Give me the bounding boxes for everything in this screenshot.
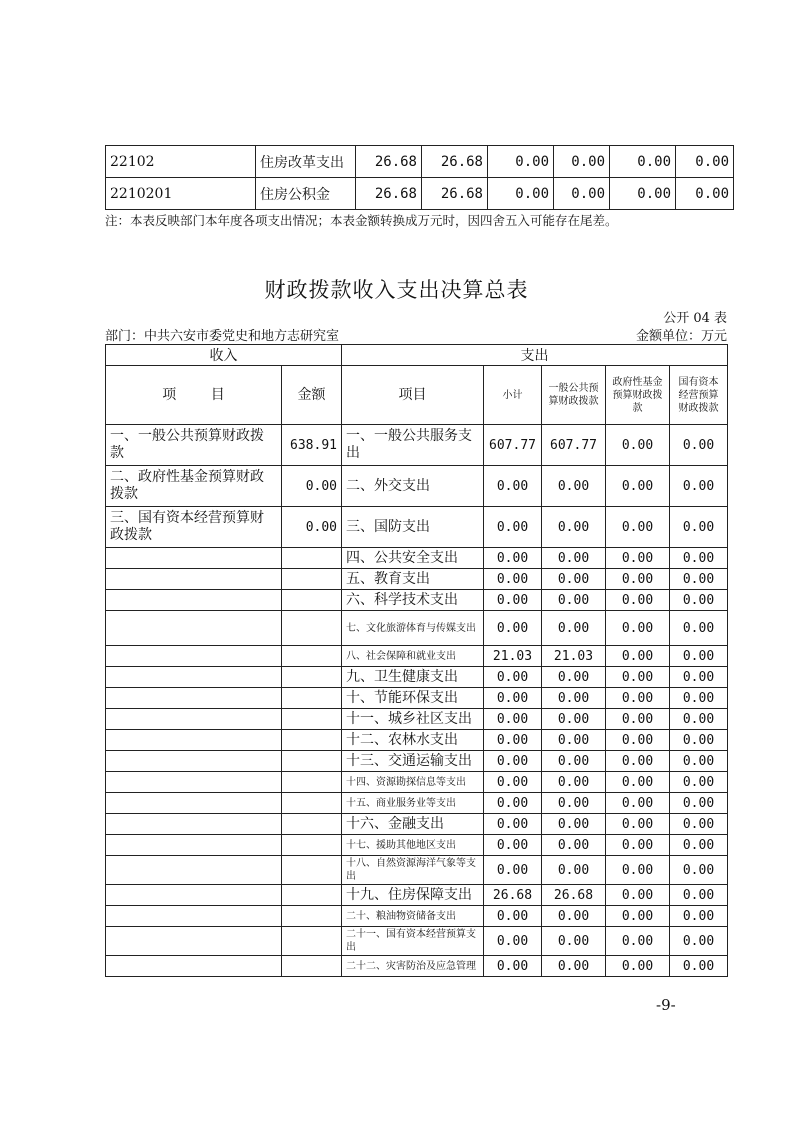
expenditure-value: 0.00 (670, 772, 728, 793)
table-row (106, 507, 728, 548)
table-row (106, 956, 728, 977)
expenditure-value: 0.00 (542, 611, 606, 646)
table-row (106, 688, 728, 709)
income-amount (282, 856, 342, 885)
expenditure-value: 0.00 (484, 569, 542, 590)
item-header: 项 目 (106, 366, 282, 425)
gov-fund-header: 政府性基金预算财政拨款 (606, 366, 670, 425)
expenditure-value: 0.00 (606, 856, 670, 885)
expenditure-value: 0.00 (542, 590, 606, 611)
budget-summary-table (105, 344, 728, 977)
expenditure-value: 0.00 (484, 709, 542, 730)
expenditure-value: 0.00 (484, 667, 542, 688)
subtotal-header: 小计 (484, 366, 542, 425)
expenditure-value: 0.00 (606, 906, 670, 927)
table-row (106, 814, 728, 835)
expenditure-value: 0.00 (670, 667, 728, 688)
income-item (106, 611, 282, 646)
expenditure-value: 0.00 (542, 956, 606, 977)
expenditure-value: 0.00 (606, 466, 670, 507)
expenditure-item: 十一、城乡社区支出 (342, 709, 484, 730)
expenditure-value: 0.00 (670, 730, 728, 751)
table-row (106, 856, 728, 885)
row-value: 0.00 (554, 146, 610, 178)
expenditure-item: 八、社会保障和就业支出 (342, 646, 484, 667)
row-value: 0.00 (610, 146, 676, 178)
expenditure-value: 0.00 (606, 709, 670, 730)
income-item (106, 590, 282, 611)
row-value: 0.00 (610, 178, 676, 210)
expenditure-value: 0.00 (606, 956, 670, 977)
expenditure-value: 0.00 (606, 507, 670, 548)
table-note: 注：本表反映部门本年度各项支出情况；本表金额转换成万元时，因四舍五入可能存在尾差。 (105, 213, 618, 228)
income-item (106, 730, 282, 751)
expenditure-value: 21.03 (484, 646, 542, 667)
expenditure-value: 0.00 (606, 751, 670, 772)
expenditure-value: 0.00 (542, 548, 606, 569)
income-item (106, 856, 282, 885)
table-row (106, 548, 728, 569)
table-row (106, 709, 728, 730)
expenditure-value: 0.00 (606, 885, 670, 906)
expenditure-value: 0.00 (670, 906, 728, 927)
income-amount (282, 835, 342, 856)
expenditure-item: 七、文化旅游体育与传媒支出 (342, 611, 484, 646)
income-amount: 638.91 (282, 425, 342, 466)
table-row (106, 906, 728, 927)
row-value: 0.00 (676, 146, 734, 178)
income-item (106, 814, 282, 835)
page-title: 财政拨款收入支出决算总表 (264, 278, 529, 302)
expenditure-value: 0.00 (542, 730, 606, 751)
expenditure-value: 0.00 (542, 814, 606, 835)
expenditure-item: 十五、商业服务业等支出 (342, 793, 484, 814)
expenditure-item: 十、节能环保支出 (342, 688, 484, 709)
income-item: 二、政府性基金预算财政拨款 (106, 466, 282, 507)
table-row (106, 646, 728, 667)
income-item: 一、一般公共预算财政拨款 (106, 425, 282, 466)
expenditure-value: 0.00 (542, 835, 606, 856)
expenditure-value: 26.68 (484, 885, 542, 906)
amount-header: 金额 (282, 366, 342, 425)
expenditure-item: 二十、粮油物资储备支出 (342, 906, 484, 927)
income-item (106, 709, 282, 730)
income-item (106, 956, 282, 977)
row-code: 2210201 (106, 178, 256, 210)
expenditure-value: 0.00 (606, 730, 670, 751)
expenditure-value: 0.00 (670, 590, 728, 611)
income-amount (282, 906, 342, 927)
column-header-row (106, 366, 728, 425)
expenditure-value: 0.00 (484, 793, 542, 814)
income-amount (282, 927, 342, 956)
expenditure-value: 0.00 (670, 425, 728, 466)
expenditure-value: 0.00 (484, 751, 542, 772)
expenditure-value: 0.00 (670, 885, 728, 906)
income-amount: 0.00 (282, 507, 342, 548)
expenditure-value: 0.00 (542, 927, 606, 956)
income-item (106, 751, 282, 772)
income-amount (282, 814, 342, 835)
table-row (106, 611, 728, 646)
expenditure-value: 0.00 (484, 956, 542, 977)
income-amount (282, 956, 342, 977)
expenditure-value: 0.00 (606, 425, 670, 466)
income-item (106, 793, 282, 814)
expenditure-value: 0.00 (670, 688, 728, 709)
expenditure-value: 0.00 (484, 772, 542, 793)
table-row (106, 835, 728, 856)
previous-table-row (106, 146, 734, 178)
table-row (106, 569, 728, 590)
expenditure-item: 十八、自然资源海洋气象等支出 (342, 856, 484, 885)
page-number: -9- (656, 996, 676, 1014)
table-row (106, 927, 728, 956)
expenditure-value: 0.00 (606, 835, 670, 856)
income-amount (282, 793, 342, 814)
expenditure-value: 0.00 (606, 646, 670, 667)
income-item (106, 906, 282, 927)
income-amount: 0.00 (282, 466, 342, 507)
state-capital-header: 国有资本经营预算财政拨款 (670, 366, 728, 425)
expenditure-value: 0.00 (606, 611, 670, 646)
expenditure-value: 0.00 (484, 927, 542, 956)
expenditure-item: 十六、金融支出 (342, 814, 484, 835)
table-row (106, 667, 728, 688)
expenditure-value: 0.00 (542, 507, 606, 548)
row-value: 0.00 (488, 178, 554, 210)
expenditure-value: 21.03 (542, 646, 606, 667)
income-amount (282, 730, 342, 751)
income-amount (282, 885, 342, 906)
income-amount (282, 646, 342, 667)
income-item (106, 772, 282, 793)
expenditure-value: 0.00 (606, 688, 670, 709)
expenditure-value: 0.00 (484, 466, 542, 507)
expenditure-value: 0.00 (484, 548, 542, 569)
income-amount (282, 751, 342, 772)
expenditure-value: 0.00 (606, 772, 670, 793)
table-row (106, 425, 728, 466)
department-label: 部门：中共六安市委党史和地方志研究室 (105, 329, 340, 344)
expenditure-value: 0.00 (484, 590, 542, 611)
expenditure-item: 五、教育支出 (342, 569, 484, 590)
income-item (106, 548, 282, 569)
income-item (106, 885, 282, 906)
income-item (106, 688, 282, 709)
expenditure-value: 0.00 (670, 956, 728, 977)
expenditure-item: 三、国防支出 (342, 507, 484, 548)
form-code: 公开 04 表 (663, 311, 727, 326)
row-value: 26.68 (356, 178, 422, 210)
income-amount (282, 611, 342, 646)
expenditure-value: 0.00 (606, 927, 670, 956)
table-row (106, 885, 728, 906)
expenditure-item: 十九、住房保障支出 (342, 885, 484, 906)
expenditure-value: 0.00 (542, 751, 606, 772)
expenditure-item: 十二、农林水支出 (342, 730, 484, 751)
expenditure-item: 二、外交支出 (342, 466, 484, 507)
expenditure-item: 二十一、国有资本经营预算支出 (342, 927, 484, 956)
expenditure-value: 0.00 (484, 507, 542, 548)
expenditure-value: 0.00 (606, 667, 670, 688)
expenditure-item: 十四、资源勘探信息等支出 (342, 772, 484, 793)
expenditure-value: 607.77 (542, 425, 606, 466)
expenditure-value: 0.00 (542, 569, 606, 590)
income-header: 收入 (106, 345, 342, 366)
table-row (106, 590, 728, 611)
income-item (106, 927, 282, 956)
income-amount (282, 667, 342, 688)
expenditure-header: 支出 (342, 345, 728, 366)
income-item (106, 667, 282, 688)
expenditure-value: 0.00 (670, 814, 728, 835)
expenditure-value: 26.68 (542, 885, 606, 906)
expenditure-item: 十七、援助其他地区支出 (342, 835, 484, 856)
expenditure-value: 0.00 (670, 569, 728, 590)
general-budget-header: 一般公共预算财政拨款 (542, 366, 606, 425)
row-value: 0.00 (488, 146, 554, 178)
table-row (106, 751, 728, 772)
table-row (106, 730, 728, 751)
expenditure-value: 0.00 (484, 611, 542, 646)
expenditure-value: 0.00 (670, 835, 728, 856)
expenditure-item: 四、公共安全支出 (342, 548, 484, 569)
expenditure-value: 0.00 (606, 793, 670, 814)
expenditure-value: 0.00 (670, 611, 728, 646)
expenditure-value: 0.00 (670, 709, 728, 730)
expenditure-value: 0.00 (484, 730, 542, 751)
expenditure-value: 0.00 (484, 906, 542, 927)
expenditure-value: 0.00 (606, 569, 670, 590)
expenditure-item: 一、一般公共服务支出 (342, 425, 484, 466)
income-amount (282, 772, 342, 793)
row-name: 住房改革支出 (256, 146, 356, 178)
row-code: 22102 (106, 146, 256, 178)
income-item (106, 569, 282, 590)
expenditure-value: 0.00 (670, 793, 728, 814)
income-amount (282, 548, 342, 569)
row-name: 住房公积金 (256, 178, 356, 210)
expenditure-value: 0.00 (670, 856, 728, 885)
expenditure-value: 0.00 (542, 772, 606, 793)
income-amount (282, 709, 342, 730)
row-value: 26.68 (356, 146, 422, 178)
expenditure-value: 0.00 (670, 466, 728, 507)
income-amount (282, 590, 342, 611)
group-header-row (106, 345, 728, 366)
expenditure-value: 0.00 (670, 751, 728, 772)
expenditure-item: 九、卫生健康支出 (342, 667, 484, 688)
expenditure-value: 0.00 (606, 590, 670, 611)
expenditure-value: 0.00 (542, 667, 606, 688)
expenditure-value: 0.00 (484, 856, 542, 885)
expenditure-item: 二十二、灾害防治及应急管理 (342, 956, 484, 977)
expenditure-value: 0.00 (606, 548, 670, 569)
expenditure-value: 0.00 (542, 906, 606, 927)
expenditure-item: 十三、交通运输支出 (342, 751, 484, 772)
expenditure-value: 0.00 (542, 709, 606, 730)
row-value: 26.68 (422, 178, 488, 210)
expenditure-value: 0.00 (670, 927, 728, 956)
expenditure-value: 0.00 (670, 548, 728, 569)
previous-table-row (106, 178, 734, 210)
expenditure-value: 0.00 (484, 688, 542, 709)
expenditure-value: 0.00 (542, 856, 606, 885)
expenditure-value: 0.00 (670, 646, 728, 667)
table-row (106, 466, 728, 507)
income-item (106, 646, 282, 667)
table-row (106, 793, 728, 814)
expenditure-value: 0.00 (542, 688, 606, 709)
expenditure-value: 0.00 (606, 814, 670, 835)
row-value: 0.00 (554, 178, 610, 210)
expenditure-value: 0.00 (542, 793, 606, 814)
expenditure-value: 607.77 (484, 425, 542, 466)
unit-label: 金额单位：万元 (635, 329, 727, 344)
previous-table (105, 145, 734, 210)
expenditure-value: 0.00 (484, 835, 542, 856)
expenditure-item: 六、科学技术支出 (342, 590, 484, 611)
income-amount (282, 569, 342, 590)
expenditure-value: 0.00 (484, 814, 542, 835)
exp-item-header: 项目 (342, 366, 484, 425)
income-item (106, 835, 282, 856)
income-amount (282, 688, 342, 709)
income-item: 三、国有资本经营预算财政拨款 (106, 507, 282, 548)
row-value: 0.00 (676, 178, 734, 210)
table-row (106, 772, 728, 793)
expenditure-value: 0.00 (670, 507, 728, 548)
row-value: 26.68 (422, 146, 488, 178)
expenditure-value: 0.00 (542, 466, 606, 507)
